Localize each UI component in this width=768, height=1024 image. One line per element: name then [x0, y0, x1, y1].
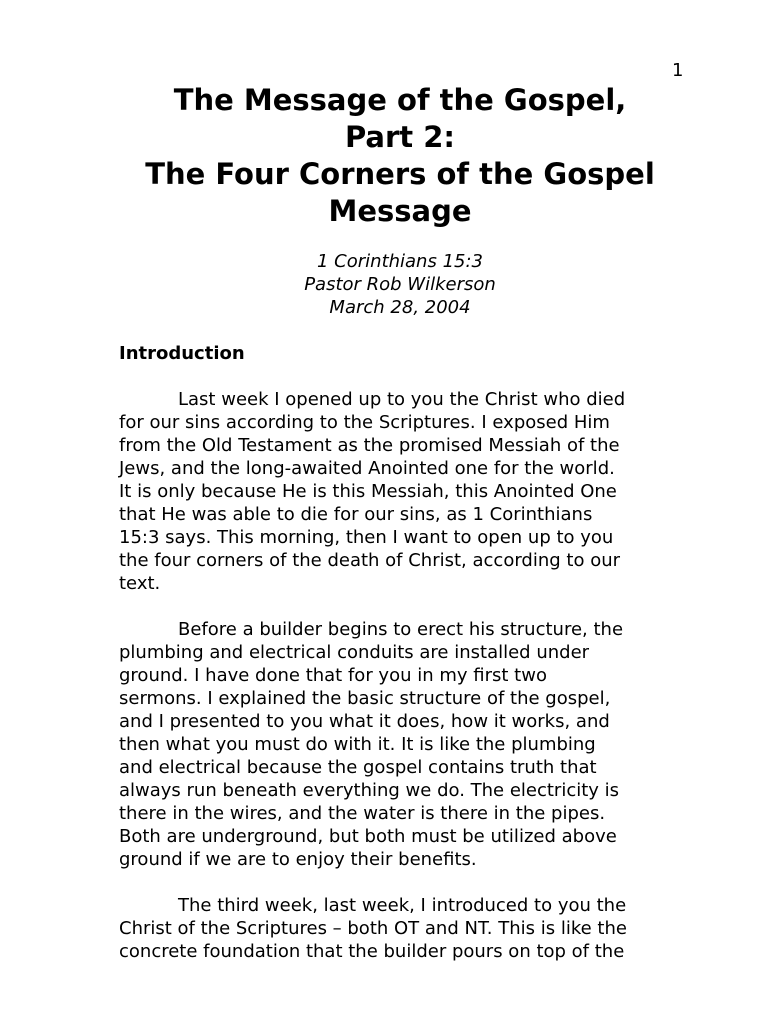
text-line: and electrical because the gospel contains truth that: [119, 757, 597, 778]
text-line: from the Old Testament as the promised Messiah of the: [119, 435, 620, 456]
text-line: ground if we are to enjoy their benefits.: [119, 849, 477, 870]
text-line: the four corners of the death of Christ, according to our: [119, 550, 621, 571]
text-line: Last week I opened up to you the Christ who died: [178, 389, 626, 410]
title-line: Message: [328, 194, 472, 228]
text-line: and I presented to you what it does, how it works, and: [119, 711, 610, 732]
text-line: always run beneath everything we do. The electricity is: [119, 780, 620, 801]
date: March 28, 2004: [329, 297, 471, 318]
title-line: The Four Corners of the Gospel: [145, 157, 655, 191]
text-line: Christ of the Scriptures – both OT and NT. This is like the: [119, 918, 627, 939]
author: Pastor Rob Wilkerson: [304, 274, 496, 295]
section-heading: Introduction: [119, 343, 245, 364]
text-line: 15:3 says. This morning, then I want to open up to you: [119, 527, 614, 548]
text-line: Before a builder begins to erect his structure, the: [178, 619, 624, 640]
text-line: ground. I have done that for you in my first two: [119, 665, 547, 686]
text-line: sermons. I explained the basic structure of the gospel,: [119, 688, 611, 709]
scripture-reference: 1 Corinthians 15:3: [317, 251, 483, 272]
title-line: The Message of the Gospel,: [173, 83, 627, 117]
text-line: The third week, last week, I introduced to you the: [178, 895, 627, 916]
page-number: 1: [672, 60, 684, 81]
document-title: [100, 82, 700, 230]
body-text: [119, 388, 679, 986]
text-line: that He was able to die for our sins, as 1 Corinthians: [119, 504, 593, 525]
paragraph: [119, 618, 679, 871]
text-line: concrete foundation that the builder pours on top of the: [119, 941, 625, 962]
paragraph: [119, 894, 679, 963]
paragraph: [119, 388, 679, 595]
sermon-meta: [100, 250, 700, 319]
text-line: for our sins according to the Scriptures. I exposed Him: [119, 412, 610, 433]
title-line: Part 2:: [344, 120, 456, 154]
text-line: It is only because He is this Messiah, this Anointed One: [119, 481, 617, 502]
text-line: text.: [119, 573, 161, 594]
text-line: plumbing and electrical conduits are installed under: [119, 642, 590, 663]
text-line: Jews, and the long-awaited Anointed one for the world.: [119, 458, 615, 479]
text-line: then what you must do with it. It is like the plumbing: [119, 734, 596, 755]
text-line: there in the wires, and the water is there in the pipes.: [119, 803, 606, 824]
text-line: Both are underground, but both must be utilized above: [119, 826, 617, 847]
